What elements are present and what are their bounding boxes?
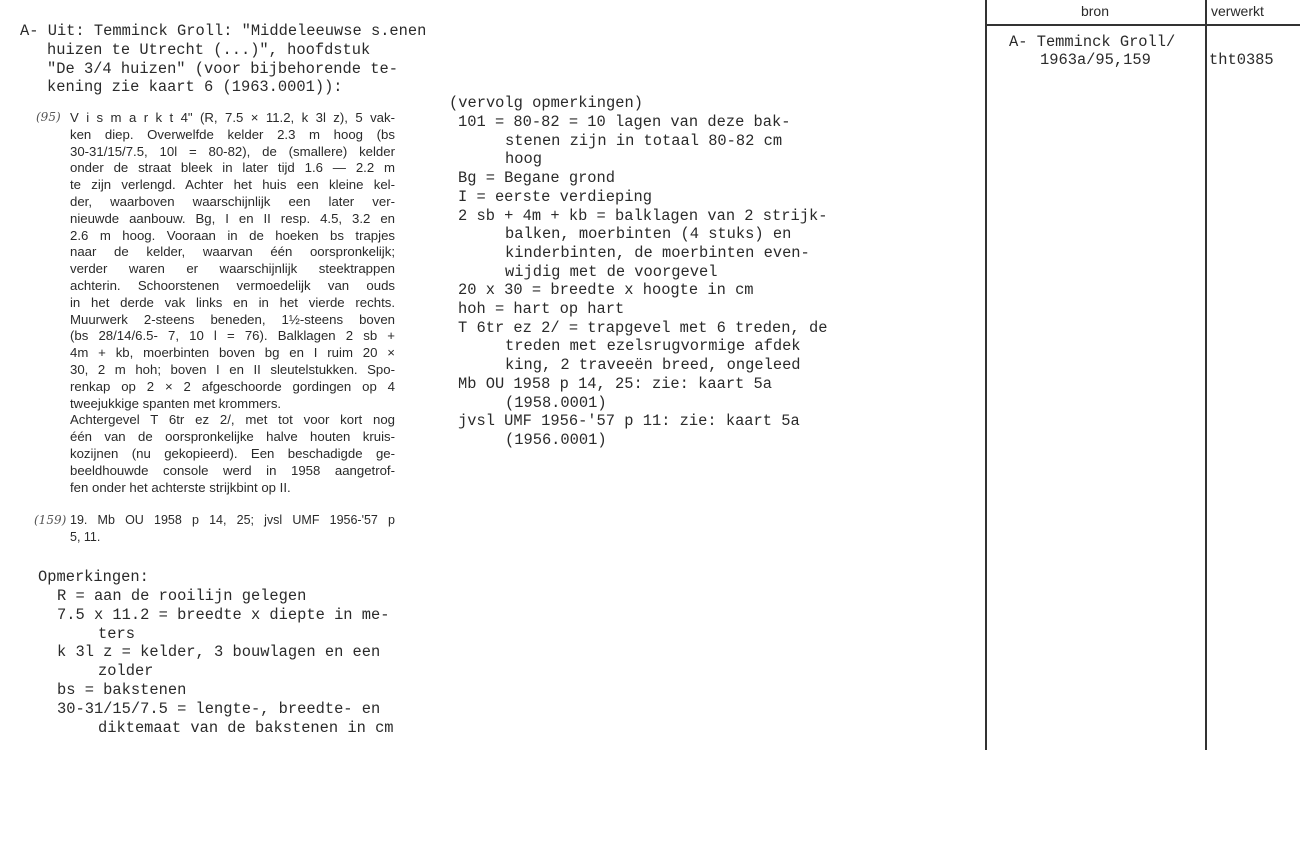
entry-line: beeldhouwde console werd in 1958 aangetrof-	[70, 462, 395, 478]
vervolg-line: stenen zijn in totaal 80-82 cm	[505, 131, 783, 150]
opmerking-line: 7.5 x 11.2 = breedte x diepte in me-	[57, 605, 390, 624]
entry-line: ken diep. Overwelfde kelder 2.3 m hoog (bs	[70, 126, 395, 142]
entry-line: fen onder het achterste strijkbint op II.	[70, 479, 291, 495]
entry-line: onder de straat bleek in later tijd 1.6 — 2.2 m	[70, 160, 395, 176]
header-line: kening zie kaart 6 (1963.0001)):	[47, 78, 343, 97]
footnote-line: 19. Mb OU 1958 p 14, 25; jvsl UMF 1956-'57 p	[70, 513, 395, 527]
entry-line: V i s m a r k t 4" (R, 7.5 × 11.2, k 3l z), 5 vak-	[70, 110, 395, 125]
vervolg-line: 2 sb + 4m + kb = balklagen van 2 strijk-	[458, 206, 828, 225]
vervolg-line: 101 = 80-82 = 10 lagen van deze bak-	[458, 113, 791, 131]
entry-line: verder waren er waarschijnlijk steektrappen	[70, 261, 395, 277]
table-header-rule	[985, 24, 1300, 26]
opmerking-line: ters	[98, 624, 135, 643]
vervolg-line: Mb OU 1958 p 14, 25: zie: kaart 5a	[458, 374, 773, 393]
entry-line: 4m + kb, moerbinten boven bg en I ruim 20 ×	[70, 345, 395, 361]
entry-line: Muurwerk 2-steens beneden, 1½-steens boven	[70, 311, 395, 327]
entry-line: kozijnen (nu gekopieerd). Een beschadigde ge-	[70, 446, 395, 461]
entry-line: (bs 28/14/6.5- 7, 10 l = 76). Balklagen 2 sb +	[70, 328, 395, 344]
header-line: huizen te Utrecht (...)", hoofdstuk	[47, 40, 371, 59]
entry-line: renkap op 2 × 2 afgeschoorde gordingen op 4	[70, 378, 395, 394]
footnote-marker: (159)	[34, 513, 67, 527]
vervolg-line: wijdig met de voorgevel	[505, 262, 718, 281]
row-verwerkt: tht0385	[1209, 51, 1274, 69]
vervolg-line: I = eerste verdieping	[458, 187, 652, 206]
footnote-line: 5, 11.	[70, 529, 101, 544]
vervolg-line: hoog	[505, 150, 542, 169]
vervolg-line: T 6tr ez 2/ = trapgevel met 6 treden, de	[458, 318, 828, 337]
vervolg-line: treden met ezelsrugvormige afdek	[505, 337, 801, 356]
header-verwerkt: verwerkt	[1211, 3, 1264, 19]
entry-line: Achtergevel T 6tr ez 2/, met tot voor kort nog	[70, 412, 395, 428]
vervolg-line: 20 x 30 = breedte x hoogte in cm	[458, 281, 754, 300]
opmerking-line: zolder	[98, 662, 154, 681]
row-bron-line-2: 1963a/95,159	[1040, 51, 1151, 69]
entry-line: 2.6 m hoog. Vooraan in de hoeken bs trapjes	[70, 227, 395, 243]
entry-line: naar de kelder, waarvan één oorspronkelijk;	[70, 244, 395, 260]
entry-line: één van de oorspronkelijke halve houten kruis-	[70, 429, 395, 445]
opmerking-line: R = aan de rooilijn gelegen	[57, 587, 307, 605]
vervolg-line: jvsl UMF 1956-'57 p 11: zie: kaart 5a	[458, 412, 800, 431]
header-line: A- Uit: Temminck Groll: "Middeleeuwse s.enen	[20, 22, 427, 40]
opmerking-line: 30-31/15/7.5 = lengte-, breedte- en	[57, 699, 381, 718]
opmerkingen-title: Opmerkingen:	[38, 568, 149, 586]
vervolg-line: balken, moerbinten (4 stuks) en	[505, 225, 792, 244]
vervolg-line: Bg = Begane grond	[458, 169, 616, 188]
header-bron: bron	[1080, 3, 1110, 19]
opmerking-line: bs = bakstenen	[57, 681, 187, 699]
opmerking-line: k 3l z = kelder, 3 bouwlagen en een	[57, 643, 381, 662]
table-divider-left	[985, 0, 987, 750]
vervolg-line: hoh = hart op hart	[458, 300, 625, 318]
entry-line: der, waarboven waarschijnlijk een later ver-	[70, 194, 395, 209]
entry-line: 30-31/15/7.5, 10l = 80-82), de (smallere) kelder	[70, 143, 395, 159]
entry-marker: (95)	[36, 110, 61, 124]
entry-line: 30, 2 m hoh; boven I en II sleutelstukken. Spo-	[70, 362, 395, 377]
vervolg-title: (vervolg opmerkingen)	[449, 94, 643, 112]
vervolg-line: (1958.0001)	[505, 393, 607, 412]
vervolg-line: king, 2 traveeën breed, ongeleed	[505, 356, 801, 375]
entry-line: achterin. Schoorstenen vermoedelijk van ouds	[70, 278, 395, 293]
entry-line: te zijn verlengd. Achter het huis een kleine kel-	[70, 177, 395, 193]
table-divider-middle	[1205, 0, 1207, 750]
entry-line: nieuwde aanbouw. Bg, I en II resp. 4.5, 3.2 en	[70, 210, 395, 226]
vervolg-line: kinderbinten, de moerbinten even-	[505, 243, 810, 262]
row-bron-line-1: A- Temminck Groll/	[1009, 33, 1176, 51]
opmerking-line: diktemaat van de bakstenen in cm	[98, 718, 394, 737]
entry-line: in het derde vak links en in het vierde rechts.	[70, 294, 395, 310]
header-line: "De 3/4 huizen" (voor bijbehorende te-	[47, 59, 398, 78]
entry-line: tweejukkige spanten met krommers.	[70, 395, 282, 411]
vervolg-line: (1956.0001)	[505, 430, 607, 449]
